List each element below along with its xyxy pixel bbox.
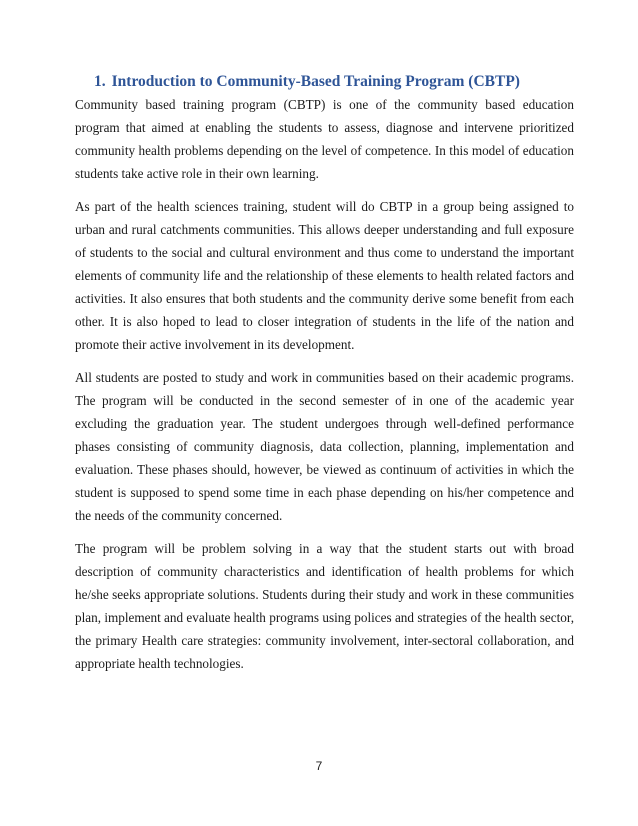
section-title: Introduction to Community-Based Training Program (CBTP) [111,73,520,90]
section-heading [94,72,520,92]
paragraph-intro: Community based training program (CBTP) is one of the community based education program that aimed at enabling the students to assess, diagnose and intervene prioritized community health problems depending on the level of competence. In this model of education students take active role in their own learning. [75,97,574,181]
body-text [75,93,574,685]
paragraph-problem-solving: The program will be problem solving in a way that the student starts out with broad description of community characteristics and identification of health problems for which he/she seeks appropriate solutions. Students during their study and work in these communities plan, implement and evaluate health programs using polices and strategies of the health sector, the primary Health care strategies: community involvement, inter-sectoral collaboration, and appropriate health technologies. [75,541,574,671]
section-number: 1. [94,73,106,90]
page-number: 7 [315,759,323,773]
paragraph-student-posting: All students are posted to study and work in communities based on their academic programs. The program will be conducted in the second semester of in one of the academic year excluding the graduation year. The student undergoes through well-defined performance phases consisting of community diagnosis, data collection, planning, implementation and evaluation. These phases should, however, be viewed as continuum of activities in which the student is supposed to spend some time in each phase depending on his/her competence and the needs of the community concerned. [75,370,574,523]
paragraph-health-sciences-training: As part of the health sciences training, student will do CBTP in a group being assigned to urban and rural catchments communities. This allows deeper understanding and full exposure of students to the social and cultural environment and thus come to understand the important elements of community life and the relationship of these elements to health related factors and activities. It also ensures that both students and the community derive some benefit from each other. It is also hoped to lead to closer integration of students in the life of the nation and promote their active involvement in its development. [75,199,574,352]
